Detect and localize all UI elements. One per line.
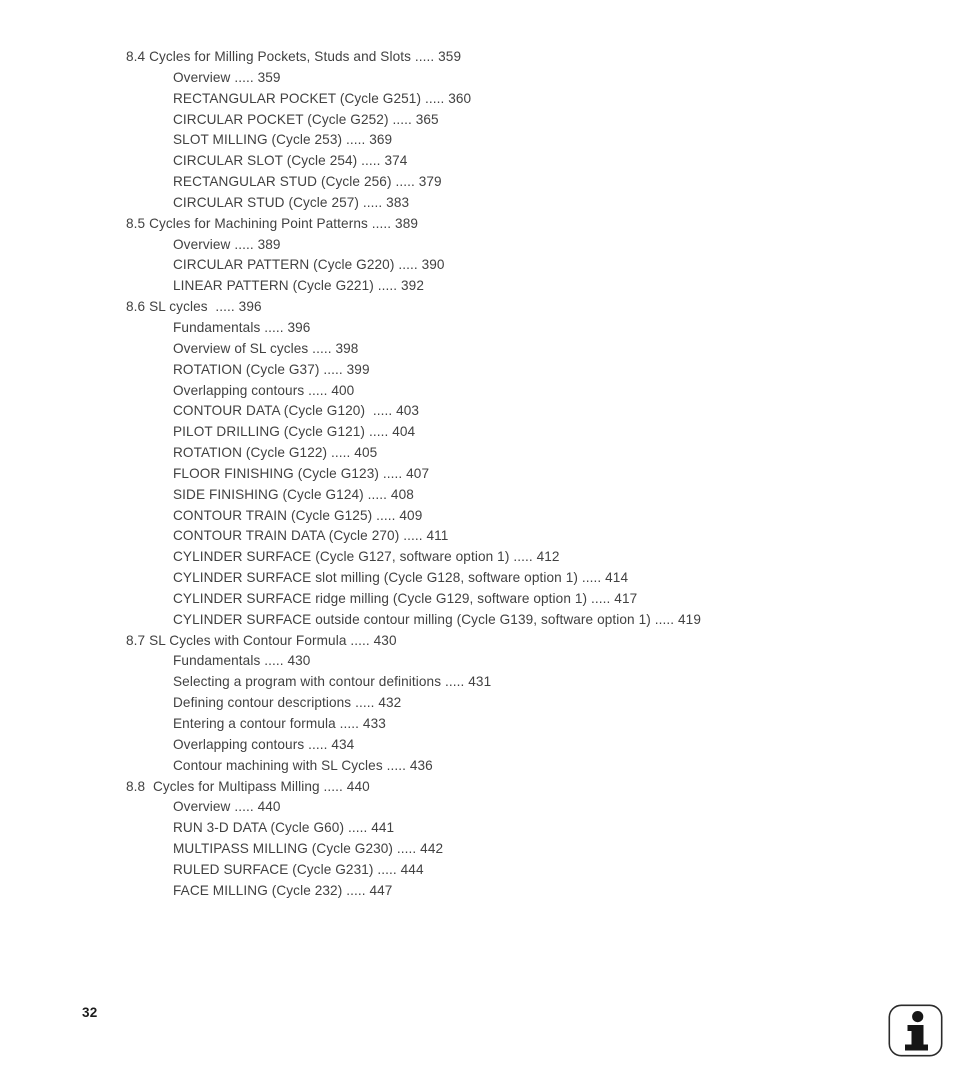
toc-item: Overview ..... 440 — [173, 799, 281, 815]
table-of-contents — [126, 47, 701, 902]
toc-item: CYLINDER SURFACE outside contour milling (Cycle G139, software option 1) ..... 419 — [173, 611, 702, 627]
toc-item: CIRCULAR POCKET (Cycle G252) ..... 365 — [173, 111, 439, 127]
toc-section-heading: 8.6 SL cycles ..... 396 — [126, 299, 262, 315]
page-number: 32 — [82, 1005, 98, 1020]
toc-item: CONTOUR DATA (Cycle G120) ..... 403 — [173, 403, 420, 419]
toc-section-heading: 8.4 Cycles for Milling Pockets, Studs and Slots ..... 359 — [126, 49, 462, 64]
toc-item: FACE MILLING (Cycle 232) ..... 447 — [173, 882, 393, 898]
toc-item: CYLINDER SURFACE slot milling (Cycle G128, software option 1) ..... 414 — [173, 570, 629, 586]
toc-item: CONTOUR TRAIN (Cycle G125) ..... 409 — [173, 507, 423, 523]
toc-item: CYLINDER SURFACE ridge milling (Cycle G129, software option 1) ..... 417 — [173, 590, 638, 606]
toc-item: CIRCULAR STUD (Cycle 257) ..... 383 — [173, 194, 410, 210]
toc-item: MULTIPASS MILLING (Cycle G230) ..... 442 — [173, 841, 444, 857]
toc-item: Fundamentals ..... 396 — [173, 319, 311, 335]
toc-section-heading: 8.7 SL Cycles with Contour Formula ..... 430 — [126, 632, 397, 648]
toc-item: Defining contour descriptions ..... 432 — [173, 695, 402, 711]
toc-item: SLOT MILLING (Cycle 253) ..... 369 — [173, 132, 393, 148]
toc-item: Overlapping contours ..... 434 — [173, 736, 355, 752]
toc-item: SIDE FINISHING (Cycle G124) ..... 408 — [173, 486, 414, 502]
toc-section-heading: 8.5 Cycles for Machining Point Patterns ..... 389 — [126, 215, 419, 231]
toc-item: RUN 3-D DATA (Cycle G60) ..... 441 — [173, 820, 395, 836]
toc-item: Overview ..... 359 — [173, 69, 281, 85]
toc-item: Fundamentals ..... 430 — [173, 653, 311, 669]
toc-item: ROTATION (Cycle G122) ..... 405 — [173, 445, 378, 461]
toc-item: ROTATION (Cycle G37) ..... 399 — [173, 361, 370, 377]
toc-item: RECTANGULAR POCKET (Cycle G251) ..... 360 — [173, 90, 472, 106]
toc-item: Overview ..... 389 — [173, 236, 281, 252]
toc-item: PILOT DRILLING (Cycle G121) ..... 404 — [173, 424, 416, 440]
info-icon — [888, 1004, 943, 1057]
toc-item: Overlapping contours ..... 400 — [173, 382, 355, 398]
toc-item: Entering a contour formula ..... 433 — [173, 716, 386, 731]
toc-item: RULED SURFACE (Cycle G231) ..... 444 — [173, 861, 424, 877]
toc-item: RECTANGULAR STUD (Cycle 256) ..... 379 — [173, 174, 442, 190]
toc-item: Contour machining with SL Cycles ..... 436 — [173, 757, 433, 773]
toc-item: CYLINDER SURFACE (Cycle G127, software option 1) ..... 412 — [173, 549, 560, 565]
toc-item: Selecting a program with contour definitions ..... 431 — [173, 674, 492, 690]
toc-item: CIRCULAR PATTERN (Cycle G220) ..... 390 — [173, 257, 445, 273]
toc-item: Overview of SL cycles ..... 398 — [173, 340, 359, 356]
toc-item: FLOOR FINISHING (Cycle G123) ..... 407 — [173, 465, 430, 481]
toc-item: LINEAR PATTERN (Cycle G221) ..... 392 — [173, 278, 424, 294]
toc-item: CIRCULAR SLOT (Cycle 254) ..... 374 — [173, 153, 408, 169]
toc-item: CONTOUR TRAIN DATA (Cycle 270) ..... 411 — [173, 528, 449, 544]
toc-section-heading: 8.8 Cycles for Multipass Milling ..... 440 — [126, 778, 370, 794]
